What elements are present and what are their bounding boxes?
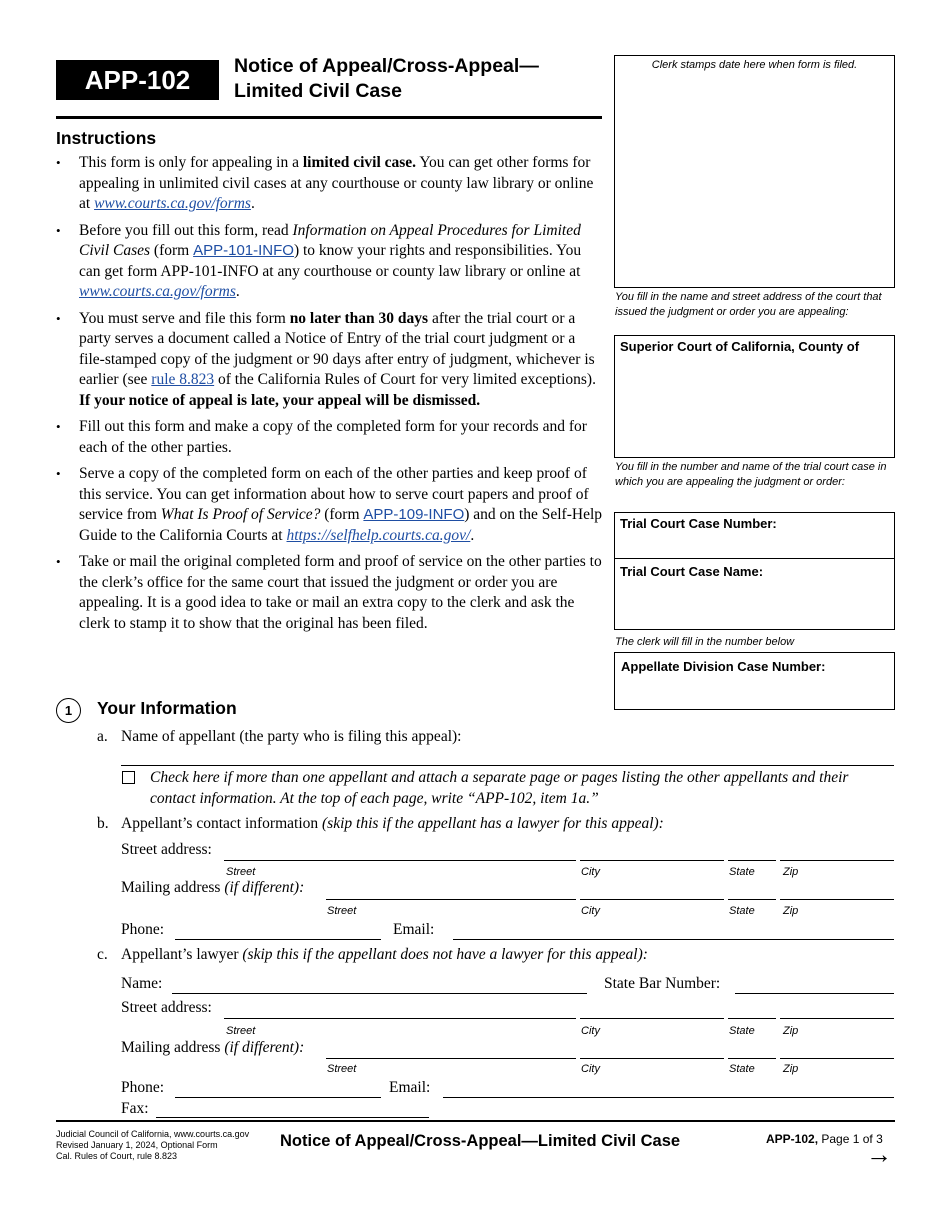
case-note: You fill in the number and name of the trial court case in which you are appealing the judgment or order:	[615, 461, 887, 488]
mailing-zip-field[interactable]	[780, 899, 894, 900]
instruction-item: • Take or mail the original completed form and proof of service on the other parties to the clerk’s office for the same court that issued the judgment or order you are appealing. It is a good idea to take or mail an extra copy to the clerk and ask the clerk to stamp it to show that the original has been filed.	[56, 552, 604, 634]
street-caption: Street	[327, 1063, 357, 1075]
street-field[interactable]	[224, 860, 576, 861]
trial-case-name-field[interactable]	[614, 558, 895, 630]
lawyer-fax-field[interactable]	[156, 1117, 429, 1118]
lawyer-state-field[interactable]	[728, 1018, 776, 1019]
multiple-appellants-checkbox[interactable]	[122, 771, 135, 784]
instruction-item: • This form is only for appealing in a limited civil case. You can get other forms for appealing in unlimited civil cases at any courthouse or county law library or online at www.courts.ca.gov/forms.	[56, 153, 604, 215]
lawyer-mailing-city-field[interactable]	[580, 1058, 724, 1059]
trial-case-number-field[interactable]	[614, 512, 895, 559]
footer-title: Notice of Appeal/Cross-Appeal—Limited Civil Case	[280, 1132, 681, 1150]
courts-forms-link[interactable]: www.courts.ca.gov/forms	[94, 195, 251, 212]
instruction-item: • Serve a copy of the completed form on each of the other parties and keep proof of this service. You can get information about how to serve court papers and proof of service from What Is Proof of Service? (form APP-109-INFO) and on the Self-Help Guide to the California Courts at https://selfhelp.courts.ca.gov/.	[56, 464, 604, 546]
instruction-item: • Fill out this form and make a copy of the completed form for your records and for each of the other parties.	[56, 417, 604, 458]
clerk-stamp-box	[614, 55, 895, 288]
email-label: Email:	[393, 921, 435, 938]
phone-label: Phone:	[121, 921, 165, 938]
instruction-item: • Before you fill out this form, read Information on Appeal Procedures for Limited Civil Cases (form APP-101-INFO) to know your rights and responsibilities. You can get form APP-101-INFO at any courthouse or county law library or online at www.courts.ca.gov/forms.	[56, 221, 604, 303]
appellate-case-number-field	[614, 652, 895, 710]
footer-rule	[56, 1120, 895, 1122]
lawyer-mailing-zip-field[interactable]	[780, 1058, 894, 1059]
lawyer-street-label: Street address:	[121, 999, 212, 1016]
court-name-field[interactable]	[614, 335, 895, 458]
state-caption: State	[729, 905, 755, 917]
clerk-fill-note: The clerk will fill in the number below	[615, 636, 795, 648]
app-109-info-link[interactable]: APP-109-INFO	[363, 506, 465, 523]
street-caption: Street	[226, 866, 256, 878]
footer-publisher: Judicial Council of California, www.courts.ca.gov Revised January 1, 2024, Optional Form Cal. Rules of Court, rule 8.823	[56, 1129, 250, 1161]
header-rule	[56, 116, 602, 119]
state-caption: State	[729, 1063, 755, 1075]
instructions-heading: Instructions	[56, 128, 157, 148]
city-caption: City	[581, 1025, 600, 1037]
lawyer-phone-label: Phone:	[121, 1079, 165, 1096]
street-caption: Street	[327, 905, 357, 917]
lawyer-name-label: Name:	[121, 975, 163, 992]
next-page-arrow-icon: →	[866, 1139, 892, 1169]
lawyer-mailing-state-field[interactable]	[728, 1058, 776, 1059]
courts-forms-link-2[interactable]: www.courts.ca.gov/forms	[79, 283, 236, 300]
checkbox-text: Check here if more than one appellant and attach a separate page or pages listing the other appellants and their contact information. At the top of each page, write “APP-102, item 1a.”	[150, 769, 849, 807]
lawyer-email-label: Email:	[389, 1079, 431, 1096]
lawyer-mailing-street-field[interactable]	[326, 1058, 576, 1059]
lawyer-phone-field[interactable]	[175, 1097, 381, 1098]
form-id: APP-102	[84, 64, 191, 95]
instruction-item: • You must serve and file this form no later than 30 days after the trial court or a party serves a document called a Notice of Entry of the trial court judgment or a file-stamped copy of the judgment or 90 days after entry of judgment, whichever is earlier (see rule 8.823 of the California Rules of Court for very limited exceptions). If your notice of appeal is late, your appeal will be dismissed.	[56, 309, 604, 412]
lawyer-mailing-label: Mailing address (if different):	[121, 1039, 305, 1056]
state-caption: State	[729, 1025, 755, 1037]
mailing-street-field[interactable]	[326, 899, 576, 900]
section-title: Your Information	[97, 698, 237, 718]
lawyer-label: Appellant’s lawyer (skip this if the appellant does not have a lawyer for this appeal):	[121, 946, 648, 963]
city-field[interactable]	[580, 860, 724, 861]
lawyer-zip-field[interactable]	[780, 1018, 894, 1019]
zip-field[interactable]	[780, 860, 894, 861]
mailing-state-field[interactable]	[728, 899, 776, 900]
footer-page-info: APP-102, Page 1 of 3	[766, 1132, 883, 1146]
item-c-letter: c.	[97, 946, 108, 963]
appellant-name-field[interactable]	[121, 765, 894, 766]
lawyer-city-field[interactable]	[580, 1018, 724, 1019]
instructions-list	[56, 153, 604, 640]
selfhelp-link[interactable]: https://selfhelp.courts.ca.gov/	[286, 526, 471, 544]
city-caption: City	[581, 866, 600, 878]
item-a-letter: a.	[97, 728, 108, 745]
lawyer-street-field[interactable]	[224, 1018, 576, 1019]
app-101-info-link[interactable]: APP-101-INFO	[193, 242, 294, 259]
appellant-name-label: Name of appellant (the party who is filing this appeal):	[121, 728, 462, 745]
zip-caption: Zip	[783, 1063, 799, 1075]
form-title-line2: Limited Civil Case	[234, 80, 402, 102]
street-caption: Street	[226, 1025, 256, 1037]
street-address-label: Street address:	[121, 841, 212, 858]
item-b-letter: b.	[97, 815, 109, 832]
state-caption: State	[729, 866, 755, 878]
mailing-city-field[interactable]	[580, 899, 724, 900]
contact-info-label: Appellant’s contact information (skip this if the appellant has a lawyer for this appeal):	[121, 815, 664, 832]
city-caption: City	[581, 905, 600, 917]
city-caption: City	[581, 1063, 600, 1075]
case-name-label: Trial Court Case Name:	[620, 564, 764, 579]
lawyer-fax-label: Fax:	[121, 1100, 149, 1117]
phone-field[interactable]	[175, 939, 381, 940]
form-title-line1: Notice of Appeal/Cross-Appeal—	[234, 55, 539, 77]
mailing-address-label: Mailing address (if different):	[121, 879, 305, 896]
lawyer-email-field[interactable]	[443, 1097, 894, 1098]
section-number: 1	[56, 698, 81, 723]
zip-caption: Zip	[783, 866, 799, 878]
court-label: Superior Court of California, County of	[620, 339, 860, 354]
court-note: You fill in the name and street address of the court that issued the judgment or order you are appealing:	[615, 291, 882, 318]
state-field[interactable]	[728, 860, 776, 861]
zip-caption: Zip	[783, 1025, 799, 1037]
form-id-badge	[56, 60, 219, 100]
rule-8823-link[interactable]: rule 8.823	[151, 371, 215, 388]
lawyer-name-field[interactable]	[172, 993, 587, 994]
email-field[interactable]	[453, 939, 894, 940]
state-bar-label: State Bar Number:	[604, 975, 721, 992]
zip-caption: Zip	[783, 905, 799, 917]
clerk-stamp-note: Clerk stamps date here when form is filed.	[651, 59, 858, 71]
appellate-label: Appellate Division Case Number:	[621, 659, 826, 674]
case-number-label: Trial Court Case Number:	[620, 516, 777, 531]
form-title	[234, 54, 539, 104]
state-bar-field[interactable]	[735, 993, 894, 994]
